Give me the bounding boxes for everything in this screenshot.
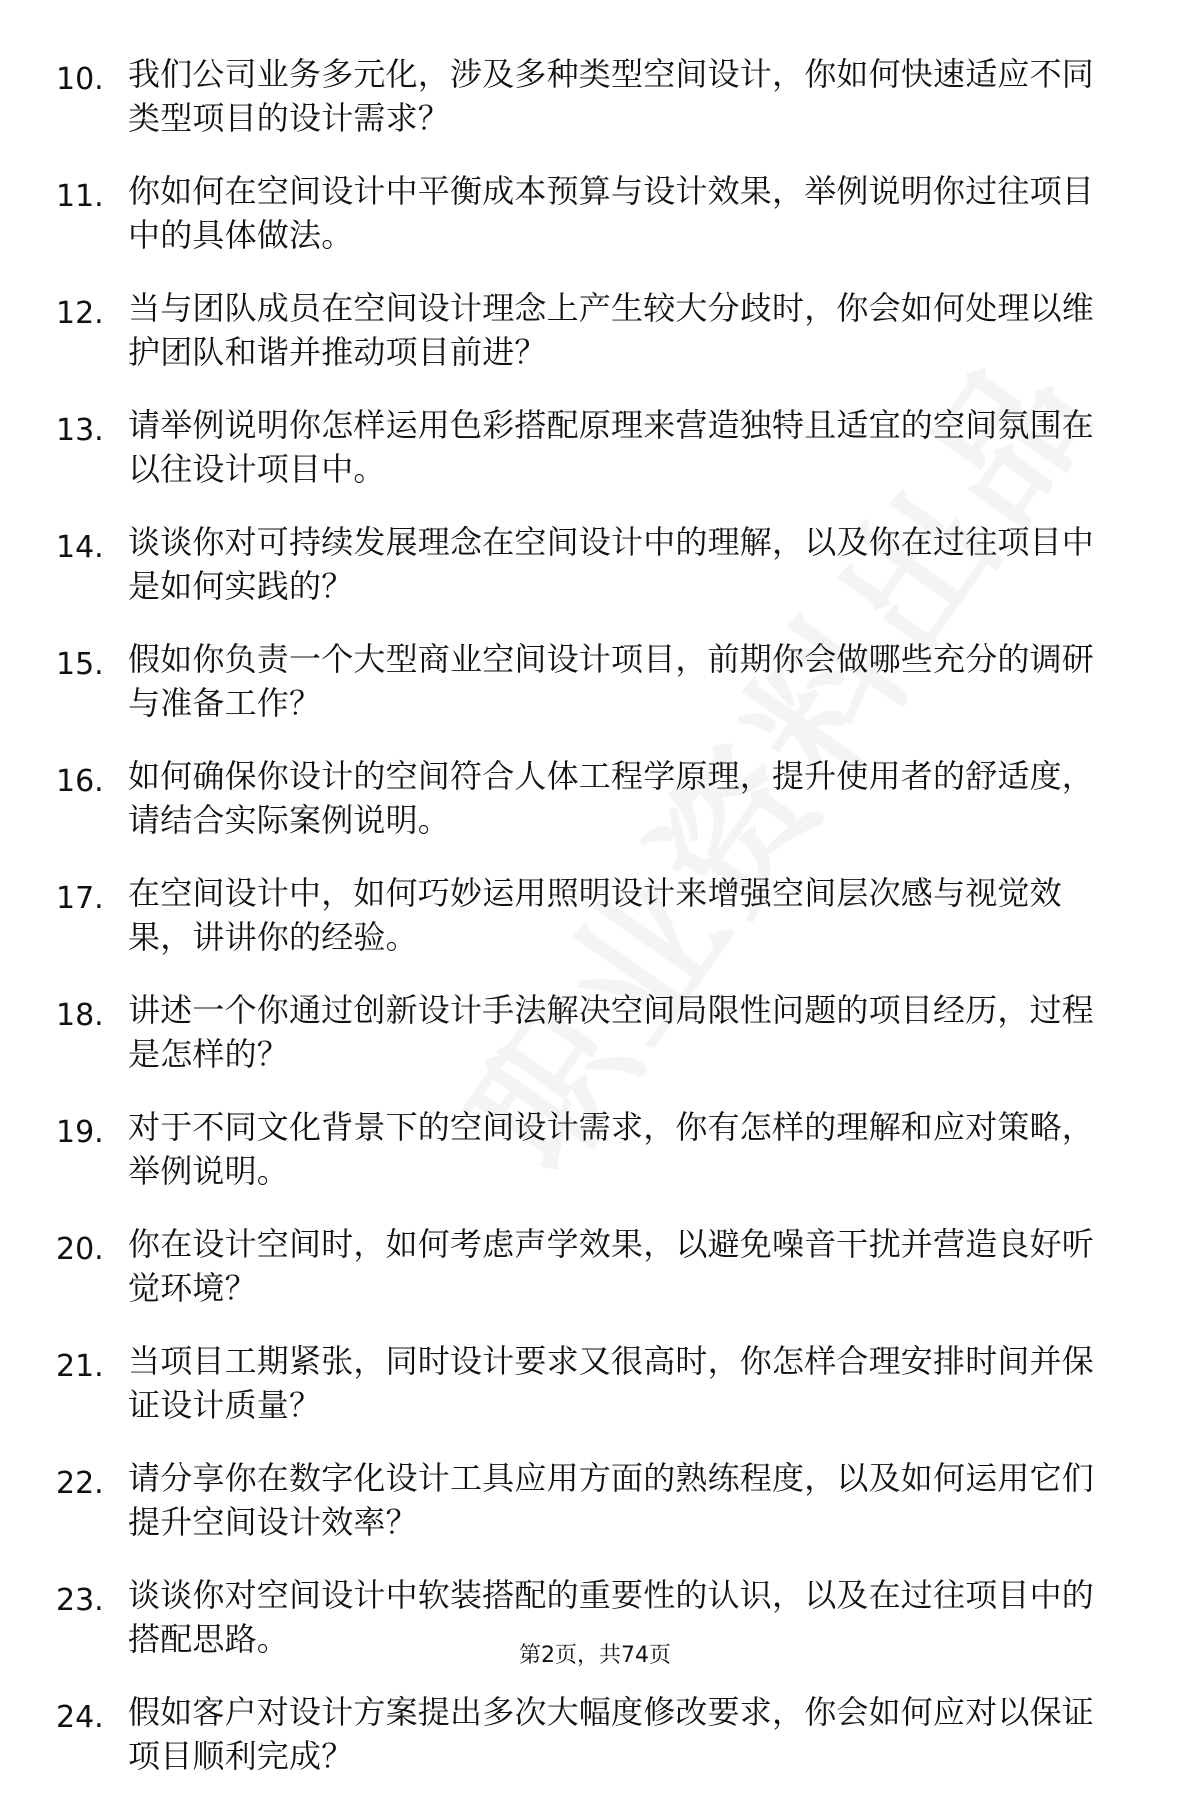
question-text: 在空间设计中，如何巧妙运用照明设计来增强空间层次感与视觉效果，讲讲你的经验。 bbox=[128, 874, 1062, 956]
question-number: 23. bbox=[56, 1583, 104, 1618]
question-item-19 bbox=[0, 1105, 1190, 1222]
question-number: 16. bbox=[56, 764, 104, 799]
question-number: 13. bbox=[56, 413, 104, 448]
question-item-18 bbox=[0, 988, 1190, 1105]
question-text: 请分享你在数字化设计工具应用方面的熟练程度，以及如何运用它们提升空间设计效率？ bbox=[128, 1459, 1095, 1541]
page-footer: 第2页，共74页 bbox=[519, 1643, 671, 1668]
question-number: 19. bbox=[56, 1115, 104, 1150]
question-number: 12. bbox=[56, 296, 104, 331]
question-text: 请举例说明你怎样运用色彩搭配原理来营造独特且适宜的空间氛围在以往设计项目中。 bbox=[128, 406, 1095, 488]
question-text: 讲述一个你通过创新设计手法解决空间局限性问题的项目经历，过程是怎样的？ bbox=[128, 991, 1095, 1073]
question-item-17 bbox=[0, 871, 1190, 988]
question-number: 10. bbox=[56, 62, 104, 97]
question-item-20 bbox=[0, 1222, 1190, 1339]
question-number: 22. bbox=[56, 1466, 104, 1501]
question-number: 14. bbox=[56, 530, 104, 565]
question-number: 24. bbox=[56, 1700, 104, 1735]
question-text: 你如何在空间设计中平衡成本预算与设计效果，举例说明你过往项目中的具体做法。 bbox=[128, 172, 1095, 254]
question-item-13 bbox=[0, 403, 1190, 520]
question-text: 我们公司业务多元化，涉及多种类型空间设计，你如何快速适应不同类型项目的设计需求？ bbox=[128, 55, 1095, 137]
question-text: 当项目工期紧张，同时设计要求又很高时，你怎样合理安排时间并保证设计质量？ bbox=[128, 1342, 1095, 1424]
question-text: 当与团队成员在空间设计理念上产生较大分歧时，你会如何处理以维护团队和谐并推动项目前进？ bbox=[128, 289, 1095, 371]
question-number: 20. bbox=[56, 1232, 104, 1267]
question-item-22 bbox=[0, 1456, 1190, 1573]
question-number: 18. bbox=[56, 998, 104, 1033]
question-item-14 bbox=[0, 520, 1190, 637]
question-list bbox=[0, 52, 1190, 1807]
question-number: 17. bbox=[56, 881, 104, 916]
question-item-12 bbox=[0, 286, 1190, 403]
question-text: 谈谈你对空间设计中软装搭配的重要性的认识，以及在过往项目中的搭配思路。 bbox=[128, 1576, 1095, 1658]
question-text: 假如你负责一个大型商业空间设计项目，前期你会做哪些充分的调研与准备工作？ bbox=[128, 640, 1095, 722]
question-text: 假如客户对设计方案提出多次大幅度修改要求，你会如何应对以保证项目顺利完成？ bbox=[128, 1693, 1095, 1775]
question-number: 21. bbox=[56, 1349, 104, 1384]
question-item-10 bbox=[0, 52, 1190, 169]
question-item-16 bbox=[0, 754, 1190, 871]
question-text: 对于不同文化背景下的空间设计需求，你有怎样的理解和应对策略，举例说明。 bbox=[128, 1108, 1095, 1190]
question-number: 11. bbox=[56, 179, 104, 214]
question-item-24 bbox=[0, 1690, 1190, 1807]
question-item-11 bbox=[0, 169, 1190, 286]
question-item-15 bbox=[0, 637, 1190, 754]
question-item-23 bbox=[0, 1573, 1190, 1690]
question-number: 15. bbox=[56, 647, 104, 682]
question-text: 谈谈你对可持续发展理念在空间设计中的理解，以及你在过往项目中是如何实践的？ bbox=[128, 523, 1095, 605]
question-text: 如何确保你设计的空间符合人体工程学原理，提升使用者的舒适度，请结合实际案例说明。 bbox=[128, 757, 1095, 839]
question-item-21 bbox=[0, 1339, 1190, 1456]
question-text: 你在设计空间时，如何考虑声学效果，以避免噪音干扰并营造良好听觉环境？ bbox=[128, 1225, 1095, 1307]
